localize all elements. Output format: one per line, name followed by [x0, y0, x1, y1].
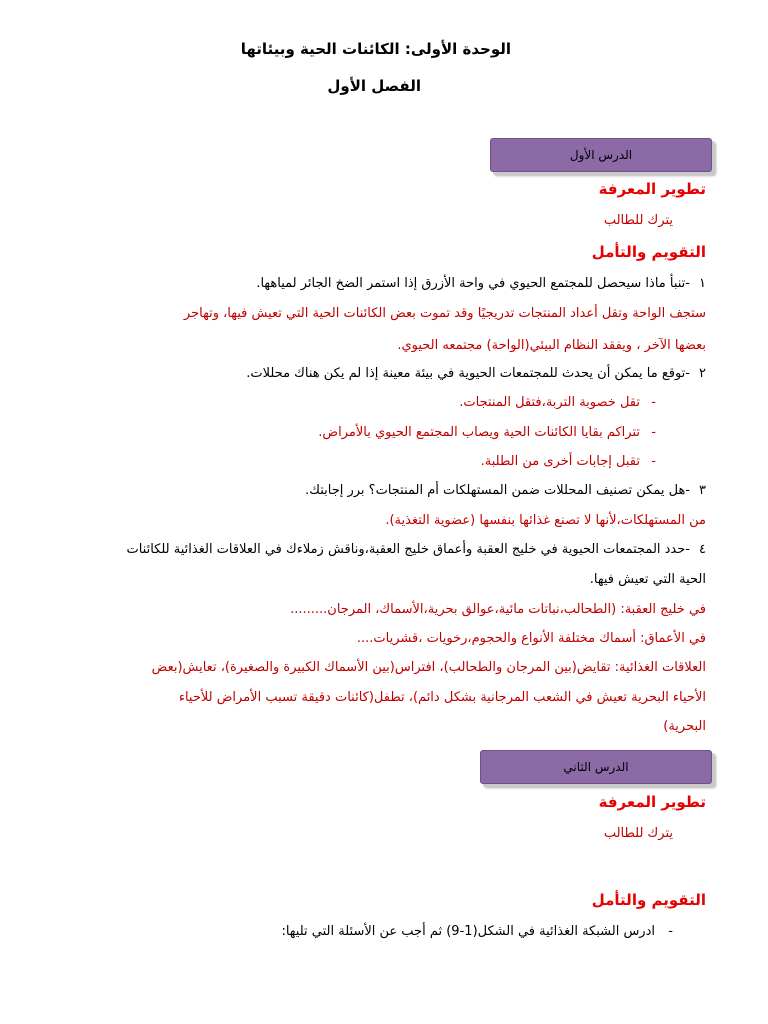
- q2-answer-3: تقبل إجابات أخرى من الطلبة.: [480, 454, 640, 469]
- unit-title: الوحدة الأولى: الكائنات الحية وبيئاتها: [240, 40, 511, 58]
- lesson-1-eval-heading: التقويم والتأمل: [591, 243, 706, 261]
- lesson-2-q1-bullet: -: [668, 924, 673, 939]
- q3-number: ٣: [699, 483, 706, 498]
- q2-answer-bullet-1: -: [651, 395, 656, 410]
- lesson-1-label-box: [490, 138, 712, 172]
- lesson-2-q1-question: ادرس الشبكة الغذائية في الشكل(1-9) ثم أجب عن الأسئلة التي تليها:: [281, 924, 655, 939]
- lesson-1-develop-heading: تطوير المعرفة: [598, 180, 706, 198]
- lesson-1-develop-note: يترك للطالب: [603, 213, 673, 228]
- q2-number: ٢: [699, 366, 706, 381]
- q4-answer-line2: في الأعماق: أسماك مختلفة الأنواع والحجوم،رخويات ،قشريات....: [356, 631, 706, 646]
- q3-answer: من المستهلكات،لأنها لا تصنع غذائها بنفسها (عضوية التغذية).: [385, 513, 706, 528]
- q4-answer-line3: العلاقات الغذائية: تقايض(بين المرجان والطحالب)، افتراس(بين الأسماك الكبيرة والصغيرة)، تعايش(بعض: [151, 660, 706, 675]
- lesson-2-develop-heading: تطوير المعرفة: [598, 793, 706, 811]
- q2-answer-1: تقل خصوبة التربة،فتقل المنتجات.: [459, 395, 640, 410]
- q4-question-line2: الحية التي تعيش فيها.: [589, 572, 706, 587]
- q1-answer-line2: بعضها الآخر ، ويفقد النظام البيئي(الواحة) مجتمعه الحيوي.: [397, 338, 706, 353]
- q4-answer-line1: في خليج العقبة: (الطحالب،نباتات مائية،عوالق بحرية،الأسماك، المرجان.........: [290, 602, 706, 617]
- q2-answer-bullet-2: -: [651, 425, 656, 440]
- q2-question: -توقع ما يمكن أن يحدث للمجتمعات الحيوية في بيئة معينة إذا لم يكن هناك محللات.: [246, 366, 690, 381]
- q1-answer-line1: ستجف الواحة وتقل أعداد المنتجات تدريجيًا وقد تموت بعض الكائنات الحية التي تعيش فيها، وتهاجر: [183, 306, 706, 321]
- lesson-1-label: الدرس الأول: [569, 148, 633, 162]
- lesson-2-label-box: [480, 750, 712, 784]
- q4-number: ٤: [699, 542, 706, 557]
- q1-number: ١: [699, 276, 706, 291]
- q2-answer-bullet-3: -: [651, 454, 656, 469]
- chapter-title: الفصل الأول: [327, 77, 421, 95]
- q4-answer-line4: الأحياء البحرية تعيش في الشعب المرجانية بشكل دائم)، تطفل(كائنات دقيقة تسبب الأمراض للأحياء: [178, 690, 706, 705]
- q4-question-line1: -حدد المجتمعات الحيوية في خليج العقبة وأعماق خليج العقبة،وناقش زملاءك في العلاقات الغذائية للكائنات: [126, 542, 690, 557]
- q3-question: -هل يمكن تصنيف المحللات ضمن المستهلكات أم المنتجات؟ برر إجابتك.: [305, 483, 690, 498]
- q4-answer-line5: البحرية): [663, 719, 706, 734]
- lesson-2-label: الدرس الثاني: [563, 760, 629, 774]
- lesson-2-develop-note: يترك للطالب: [603, 826, 673, 841]
- q1-question: -تنبأ ماذا سيحصل للمجتمع الحيوي في واحة الأزرق إذا استمر الضخ الجائر لمياهها.: [256, 276, 690, 291]
- lesson-2-eval-heading: التقويم والتأمل: [591, 891, 706, 909]
- q2-answer-2: تتراكم بقايا الكائنات الحية ويصاب المجتمع الحيوي بالأمراض.: [318, 425, 640, 440]
